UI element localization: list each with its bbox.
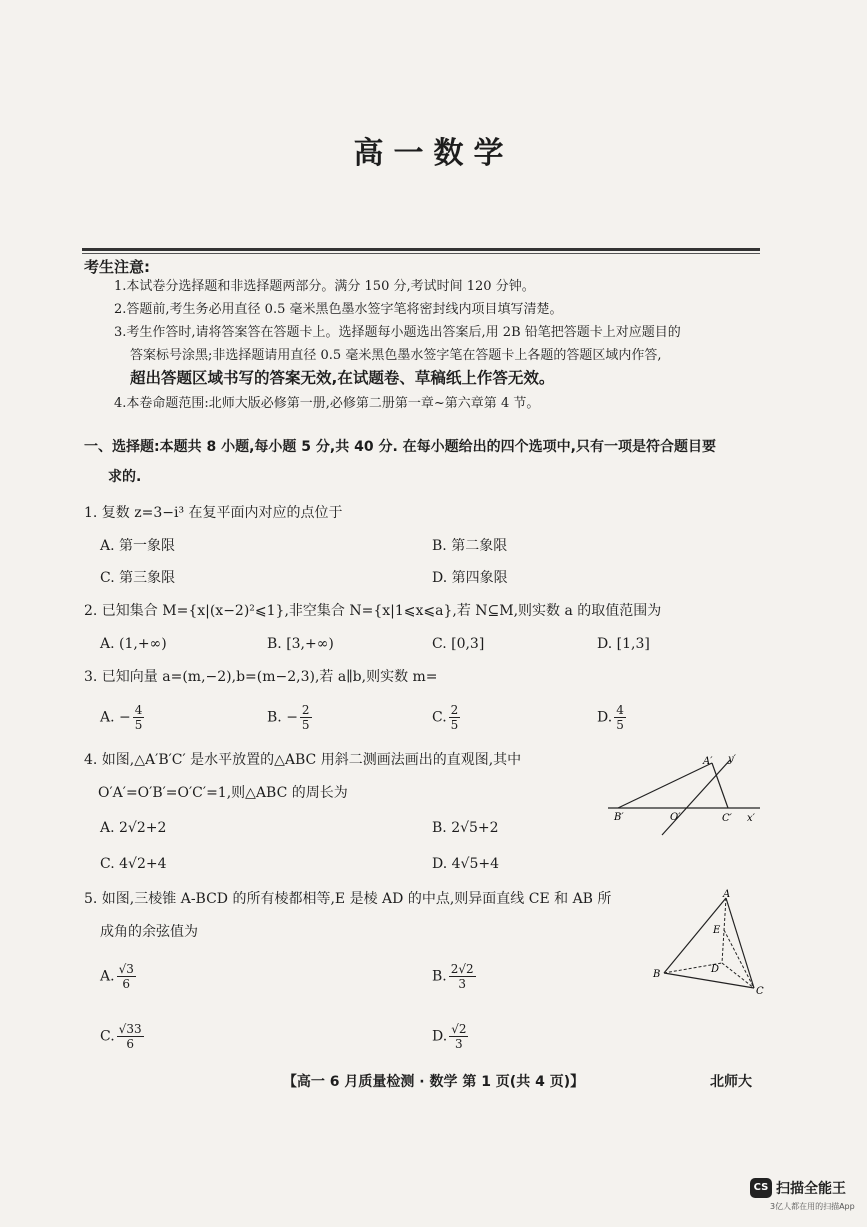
label-a: A′ bbox=[703, 756, 713, 767]
q5-option-a-label: A. bbox=[100, 968, 115, 985]
fraction bbox=[300, 703, 312, 732]
fraction-denominator: 5 bbox=[450, 718, 459, 732]
label-o: O′ bbox=[670, 812, 681, 823]
side-ba bbox=[618, 763, 712, 808]
fraction bbox=[449, 1022, 468, 1051]
scanner-watermark-title: 扫描全能王 bbox=[776, 1181, 846, 1197]
fraction-numerator: √33 bbox=[118, 1022, 142, 1036]
fraction-denominator: 6 bbox=[126, 1037, 134, 1051]
fraction-numerator: 2√2 bbox=[450, 962, 474, 976]
section-heading-cont: 求的. bbox=[108, 469, 142, 485]
fraction-numerator: 4 bbox=[616, 703, 624, 717]
question-4-stem-cont: O′A′=O′B′=O′C′=1,则△ABC 的周长为 bbox=[98, 785, 348, 801]
question-4-stem: 4. 如图,△A′B′C′ 是水平放置的△ABC 用斜二测画法画出的直观图,其中 bbox=[84, 752, 522, 768]
label-d: D bbox=[711, 964, 720, 975]
fraction-numerator: 4 bbox=[134, 703, 143, 717]
notice-item: 答案标号涂黑;非选择题请用直径 0.5 毫米黑色墨水签字笔在答题卡上各题的答题区域内作答, bbox=[130, 348, 662, 363]
fraction-denominator: 5 bbox=[134, 718, 143, 732]
label-b: B′ bbox=[614, 812, 624, 823]
q3-option-b bbox=[267, 703, 312, 732]
edge-ac bbox=[726, 898, 754, 988]
question-2-stem: 2. 已知集合 M={x|(x−2)²⩽1},非空集合 N={x|1⩽x⩽a},若 N⊆M,则实数 a 的取值范围为 bbox=[84, 603, 662, 619]
q5-option-c bbox=[100, 1022, 144, 1051]
q4-option-d: D. 4√5+4 bbox=[432, 856, 499, 872]
q5-option-b bbox=[432, 962, 476, 991]
q3-option-a-label: A. − bbox=[100, 709, 131, 726]
notice-item: 1.本试卷分选择题和非选择题两部分。满分 150 分,考试时间 120 分钟。 bbox=[114, 279, 535, 294]
label-y: y′ bbox=[728, 754, 736, 765]
question-1-stem: 1. 复数 z=3−i³ 在复平面内对应的点位于 bbox=[84, 505, 343, 521]
fraction bbox=[133, 703, 145, 732]
scanner-watermark-subtitle: 3亿人都在用的扫描App bbox=[770, 1202, 855, 1211]
q5-option-d bbox=[432, 1022, 468, 1051]
fraction-denominator: 3 bbox=[458, 977, 467, 991]
fraction bbox=[117, 1022, 144, 1051]
section-heading: 一、选择题:本题共 8 小题,每小题 5 分,共 40 分. 在每小题给出的四个选项中,只有一项是符合题目要 bbox=[84, 439, 716, 455]
notice-heading: 考生注意: bbox=[84, 258, 150, 276]
label-c: C′ bbox=[722, 813, 732, 824]
q1-option-b: B. 第二象限 bbox=[432, 538, 508, 554]
fraction bbox=[117, 962, 136, 991]
q2-option-c: C. [0,3] bbox=[432, 636, 485, 652]
label-b: B bbox=[653, 969, 661, 980]
q4-option-b: B. 2√5+2 bbox=[432, 820, 499, 836]
q3-option-c-label: C. bbox=[432, 709, 447, 726]
fraction-denominator: 5 bbox=[301, 718, 310, 732]
divider bbox=[82, 248, 760, 251]
fraction-denominator: 6 bbox=[122, 977, 131, 991]
label-x: x′ bbox=[747, 813, 755, 824]
q2-option-a: A. (1,+∞) bbox=[100, 636, 167, 652]
q3-option-b-label: B. − bbox=[267, 709, 298, 726]
fraction bbox=[449, 962, 476, 991]
q5-figure bbox=[650, 888, 770, 1000]
fraction bbox=[614, 703, 626, 732]
q3-option-d bbox=[597, 703, 626, 732]
q1-option-c: C. 第三象限 bbox=[100, 570, 176, 586]
edge-bc bbox=[664, 973, 754, 988]
notice-item: 3.考生作答时,请将答案答在答题卡上。选择题每小题选出答案后,用 2B 铅笔把答题卡上对应题目的 bbox=[114, 325, 681, 340]
q2-option-b: B. [3,+∞) bbox=[267, 636, 334, 652]
fraction-numerator: 2 bbox=[450, 703, 459, 717]
fraction-numerator: √3 bbox=[118, 962, 134, 976]
q4-option-c: C. 4√2+4 bbox=[100, 856, 167, 872]
q1-option-a: A. 第一象限 bbox=[100, 538, 176, 554]
notice-item: 4.本卷命题范围:北师大版必修第一册,必修第二册第一章~第六章第 4 节。 bbox=[114, 396, 540, 411]
label-a: A bbox=[723, 889, 731, 900]
edge-dc bbox=[722, 963, 754, 988]
notice-item-emphasis: 超出答题区域书写的答案无效,在试题卷、草稿纸上作答无效。 bbox=[130, 369, 555, 387]
q4-figure bbox=[600, 750, 770, 840]
q3-option-a bbox=[100, 703, 144, 732]
fraction bbox=[449, 703, 461, 732]
side-ac bbox=[712, 763, 728, 808]
fraction-numerator: 2 bbox=[301, 703, 310, 717]
question-3-stem: 3. 已知向量 a=(m,−2),b=(m−2,3),若 a∥b,则实数 m= bbox=[84, 669, 438, 685]
fraction-denominator: 5 bbox=[616, 718, 624, 732]
page-footer: 【高一 6 月质量检测 · 数学 第 1 页(共 4 页)】 bbox=[282, 1074, 585, 1090]
notice-item: 2.答题前,考生务必用直径 0.5 毫米黑色墨水签字笔将密封线内项目填写清楚。 bbox=[114, 302, 563, 317]
label-c: C bbox=[756, 986, 764, 997]
footer-edition: 北师大 bbox=[710, 1074, 752, 1090]
q5-option-b-label: B. bbox=[432, 968, 447, 985]
q4-option-a: A. 2√2+2 bbox=[100, 820, 167, 836]
q5-option-d-label: D. bbox=[432, 1028, 448, 1045]
divider bbox=[82, 253, 760, 254]
page-title: 高一数学 bbox=[353, 136, 514, 171]
question-5-stem: 5. 如图,三棱锥 A-BCD 的所有棱都相等,E 是棱 AD 的中点,则异面直线 CE 和 AB 所 bbox=[84, 891, 612, 907]
scanner-logo: CS bbox=[750, 1178, 772, 1198]
fraction-numerator: √2 bbox=[451, 1022, 467, 1036]
label-e: E bbox=[713, 925, 721, 936]
q1-option-d: D. 第四象限 bbox=[432, 570, 508, 586]
q3-option-c bbox=[432, 703, 460, 732]
q5-option-c-label: C. bbox=[100, 1028, 115, 1045]
q2-option-d: D. [1,3] bbox=[597, 636, 650, 652]
question-5-stem-cont: 成角的余弦值为 bbox=[100, 924, 198, 940]
q5-option-a bbox=[100, 962, 136, 991]
q3-option-d-label: D. bbox=[597, 709, 613, 726]
fraction-denominator: 3 bbox=[455, 1037, 463, 1051]
